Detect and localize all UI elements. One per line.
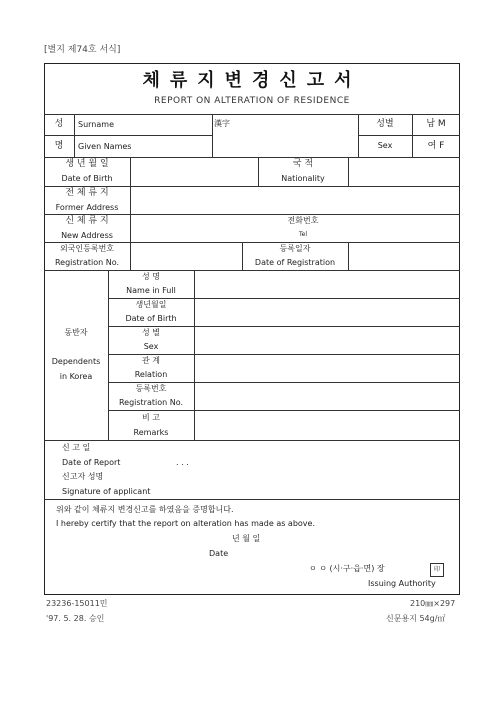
former-address-label-ko: 전 체 류 지 [65, 188, 109, 198]
signature-input[interactable] [170, 472, 370, 496]
nationality-label-ko: 국 적 [292, 159, 314, 169]
footer-approval: '97. 5. 28. 승인 [46, 614, 105, 623]
dependent-sex-label-ko: 성 별 [142, 328, 160, 337]
nationality-input[interactable] [349, 158, 459, 185]
dependent-relation-label-ko: 관 계 [142, 356, 160, 365]
certify-text-en: I hereby certify that the report on alteration has made as above. [56, 519, 316, 528]
registration-no-label-ko: 외국인등록번호 [59, 244, 115, 253]
surname-input[interactable] [75, 128, 211, 134]
issuing-authority-en: Issuing Authority [368, 579, 436, 588]
dependent-sex-input[interactable] [195, 327, 459, 353]
signature-label-ko: 신고자 성명 [62, 472, 104, 481]
tel-label-ko: 전화번호 [287, 216, 319, 225]
report-date-label-ko: 신 고 일 [62, 443, 91, 452]
dob-input[interactable] [131, 158, 257, 185]
signature-label-en: Signature of applicant [62, 487, 151, 496]
dependents-label-en-2: in Korea [59, 372, 93, 381]
dependent-remarks-input[interactable] [195, 411, 459, 439]
registration-date-label-ko: 등록일자 [279, 244, 311, 253]
new-address-label-en: New Address [61, 231, 113, 240]
dependents-label-en-1: Dependents [51, 357, 101, 366]
dependent-dob-label-ko: 생년월일 [135, 300, 167, 309]
sex-label-ko: 성별 [376, 119, 394, 129]
hanja-label: 漢字 [214, 119, 230, 128]
form-title: 체류지변경신고서 [142, 70, 362, 91]
tel-label-en: Tel [298, 231, 307, 238]
form-subtitle: REPORT ON ALTERATION OF RESIDENCE [154, 96, 350, 106]
sex-female-option[interactable]: 여 F [427, 141, 445, 151]
registration-no-input[interactable] [131, 243, 241, 269]
dependent-relation-input[interactable] [195, 355, 459, 381]
dob-label-ko: 생 년 월 일 [65, 159, 109, 169]
sex-male-option[interactable]: 남 M [426, 119, 446, 129]
certify-text-ko: 위와 같이 체류지 변경신고를 하였음을 증명합니다. [56, 505, 234, 514]
dependent-relation-label-en: Relation [134, 370, 168, 379]
dependent-regno-input[interactable] [195, 383, 459, 409]
footer-code: 23236-15011민 [46, 599, 108, 608]
former-address-input[interactable] [131, 187, 459, 213]
form-number: [별지 제74호 서식] [44, 45, 121, 55]
dob-label-en: Date of Birth [61, 174, 113, 183]
dependent-regno-label-ko: 등록번호 [135, 384, 167, 393]
certify-date-ymd: 년 월 일 [232, 534, 261, 543]
dependent-name-input[interactable] [195, 271, 459, 297]
dependent-remarks-label-ko: 비 고 [142, 413, 160, 422]
dependents-label-ko: 동반자 [64, 328, 88, 337]
sex-label-en: Sex [377, 141, 393, 150]
registration-date-input[interactable] [349, 243, 459, 269]
former-address-label-en: Former Address [55, 203, 119, 212]
dependent-dob-input[interactable] [195, 299, 459, 325]
report-date-label-en: Date of Report [62, 458, 121, 467]
dependent-regno-label-en: Registration No. [118, 398, 184, 407]
given-label-ko: 명 [54, 141, 64, 151]
footer-size: 210㎜×297 [410, 599, 456, 608]
certify-date-label-en: Date [209, 549, 229, 558]
dependent-remarks-label-en: Remarks [133, 428, 169, 437]
report-date-input[interactable]: . . . [176, 458, 189, 467]
given-label-en: Given Names [78, 142, 132, 151]
registration-date-label-en: Date of Registration [254, 258, 336, 267]
footer-paper: 신문용지 54g/㎡ [386, 614, 446, 623]
dependent-name-label-ko: 성 명 [142, 272, 160, 281]
dependent-name-label-en: Name in Full [126, 286, 176, 295]
registration-no-label-en: Registration No. [54, 258, 120, 267]
new-address-input[interactable] [131, 215, 251, 241]
surname-label-ko: 성 [54, 119, 64, 129]
new-address-label-ko: 신 체 류 지 [65, 216, 109, 226]
seal-stamp: 印 [430, 563, 444, 577]
hanja-input[interactable] [213, 128, 357, 156]
surname-label-en: Surname [78, 120, 114, 129]
dependent-dob-label-en: Date of Birth [125, 314, 177, 323]
nationality-label-en: Nationality [281, 174, 325, 183]
issuing-authority-ko: ㅇ ㅇ (시·구·읍·면) 장 [309, 564, 385, 573]
dependent-sex-label-en: Sex [143, 342, 159, 351]
